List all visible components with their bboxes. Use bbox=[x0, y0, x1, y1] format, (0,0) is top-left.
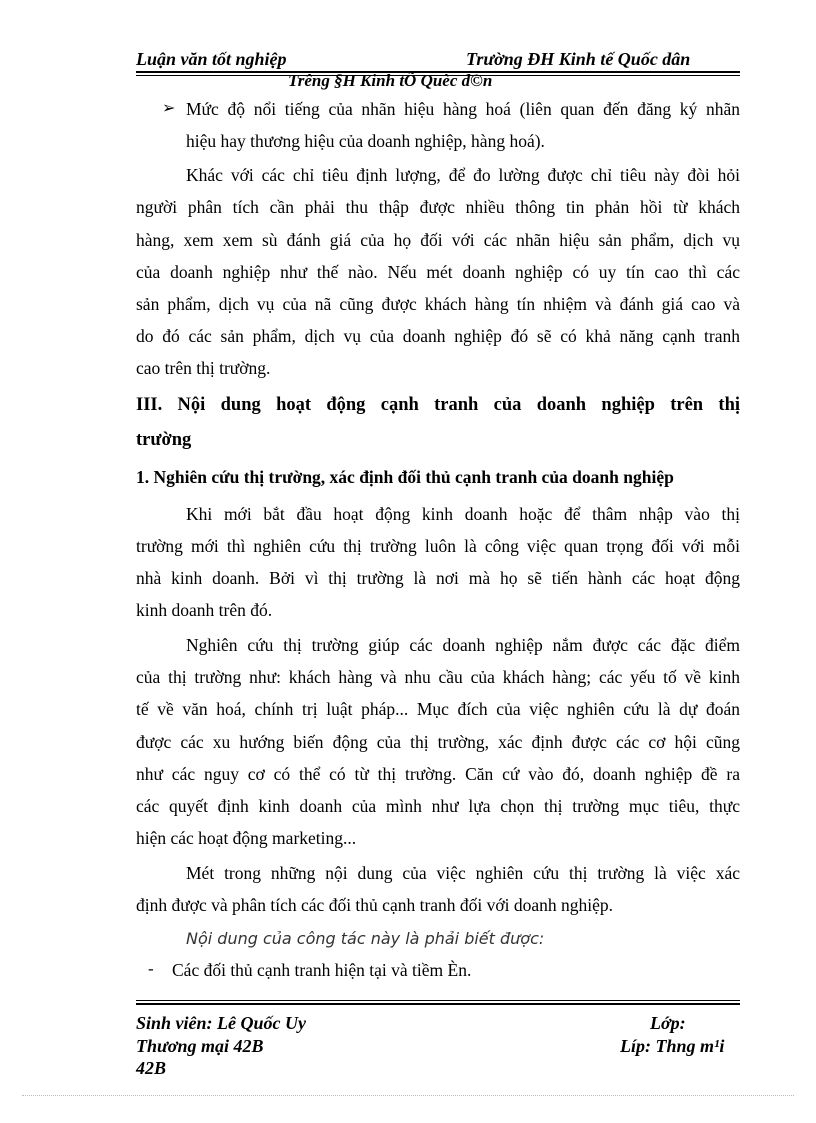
footer-rule-thick bbox=[136, 1003, 740, 1005]
p3-line-4: được các xu hướng biến động của thị trường, xác định được các cơ hội cũng bbox=[136, 732, 740, 752]
p4-line-2: định được và phân tích các đối thủ cạnh tranh đối với doanh nghiệp. bbox=[136, 895, 614, 915]
p1-line-3: hàng, xem xem sù đánh giá của họ đối với các nhãn hiệu sản phẩm, dịch vụ bbox=[136, 230, 740, 250]
p1-line-1: Khác với các chỉ tiêu định lượng, để đo lường được chỉ tiêu này đòi hỏi bbox=[186, 165, 740, 185]
p3-line-2: của thị trường như: khách hàng và nhu cầu của khách hàng; các yếu tố về kinh bbox=[136, 667, 740, 687]
p2-line-2: trường mới thì nghiên cứu thị trường luôn là công việc quan trọng đối với mỗi bbox=[136, 536, 740, 556]
p2-line-1: Khi mới bắt đầu hoạt động kinh doanh hoặc để thâm nhập vào thị bbox=[186, 504, 740, 524]
heading-1: 1. Nghiên cứu thị trường, xác định đối thủ cạnh tranh của doanh nghiệp bbox=[136, 467, 674, 487]
header-garbled: Trêng §H Kinh tÕ Quèc d©n bbox=[288, 71, 493, 90]
bullet-line-2: hiệu hay thương hiệu của doanh nghiệp, hàng hoá). bbox=[186, 131, 545, 151]
p3-line-3: tế về văn hoá, chính trị luật pháp... Mục đích của việc nghiên cứu là dự đoán bbox=[136, 699, 740, 719]
p4-line-1: Mét trong những nội dung của việc nghiên cứu thị trường là việc xác bbox=[186, 863, 740, 883]
p3-line-7: hiện các hoạt động marketing... bbox=[136, 828, 357, 848]
p1-line-6: do đó các sản phẩm, dịch vụ của doanh nghiệp đó sẽ có khả năng cạnh tranh bbox=[136, 326, 740, 346]
heading-3-line-1: III. Nội dung hoạt động cạnh tranh của doanh nghiệp trên thị bbox=[136, 395, 740, 415]
dash-item: Các đối thủ cạnh tranh hiện tại và tiềm Èn. bbox=[172, 960, 472, 980]
page-bottom-dotted-rule bbox=[22, 1095, 794, 1096]
p2-line-4: kinh doanh trên đó. bbox=[136, 600, 273, 620]
footer-class-label: Lớp: bbox=[650, 1013, 686, 1033]
heading-3-line-2: trường bbox=[136, 430, 192, 450]
header-right: Trường ĐH Kinh tế Quốc dân bbox=[466, 49, 691, 69]
footer-class-code: 42B bbox=[136, 1058, 167, 1078]
dash-bullet: - bbox=[148, 959, 154, 978]
arrow-bullet-icon: ➢ bbox=[162, 100, 176, 117]
p1-line-4: của doanh nghiệp như thế nào. Nếu mét doanh nghiệp có uy tín cao thì các bbox=[136, 262, 740, 282]
italic-intro-line: Nội dung của công tác này là phải biết được: bbox=[186, 929, 545, 948]
footer-student: Sinh viên: Lê Quốc Uy bbox=[136, 1013, 306, 1033]
footer-rule-thin bbox=[136, 1000, 740, 1001]
p3-line-1: Nghiên cứu thị trường giúp các doanh nghiệp nắm được các đặc điểm bbox=[186, 635, 740, 655]
p3-line-5: như các nguy cơ có thể có từ thị trường. Căn cứ vào đó, doanh nghiệp đề ra bbox=[136, 764, 740, 784]
p1-line-2: người phân tích cần phải thu thập được nhiều thông tin phản hồi từ khách bbox=[136, 197, 740, 217]
footer-class-garbled: Líp: Thng m¹i bbox=[620, 1036, 725, 1056]
bullet-line-1: Mức độ nổi tiếng của nhãn hiệu hàng hoá (liên quan đến đăng ký nhãn bbox=[186, 99, 740, 119]
p2-line-3: nhà kinh doanh. Bởi vì thị trường là nơi mà họ sẽ tiến hành các hoạt động bbox=[136, 568, 740, 588]
p1-line-7: cao trên thị trường. bbox=[136, 358, 271, 378]
header-left: Luận văn tốt nghiệp bbox=[136, 49, 287, 69]
footer-class-name: Thương mại 42B bbox=[136, 1036, 264, 1056]
p3-line-6: các quyết định kinh doanh của mình như lựa chọn thị trường mục tiêu, thực bbox=[136, 796, 740, 816]
p1-line-5: sản phẩm, dịch vụ của nã cũng được khách hàng tín nhiệm và đánh giá cao và bbox=[136, 294, 740, 314]
